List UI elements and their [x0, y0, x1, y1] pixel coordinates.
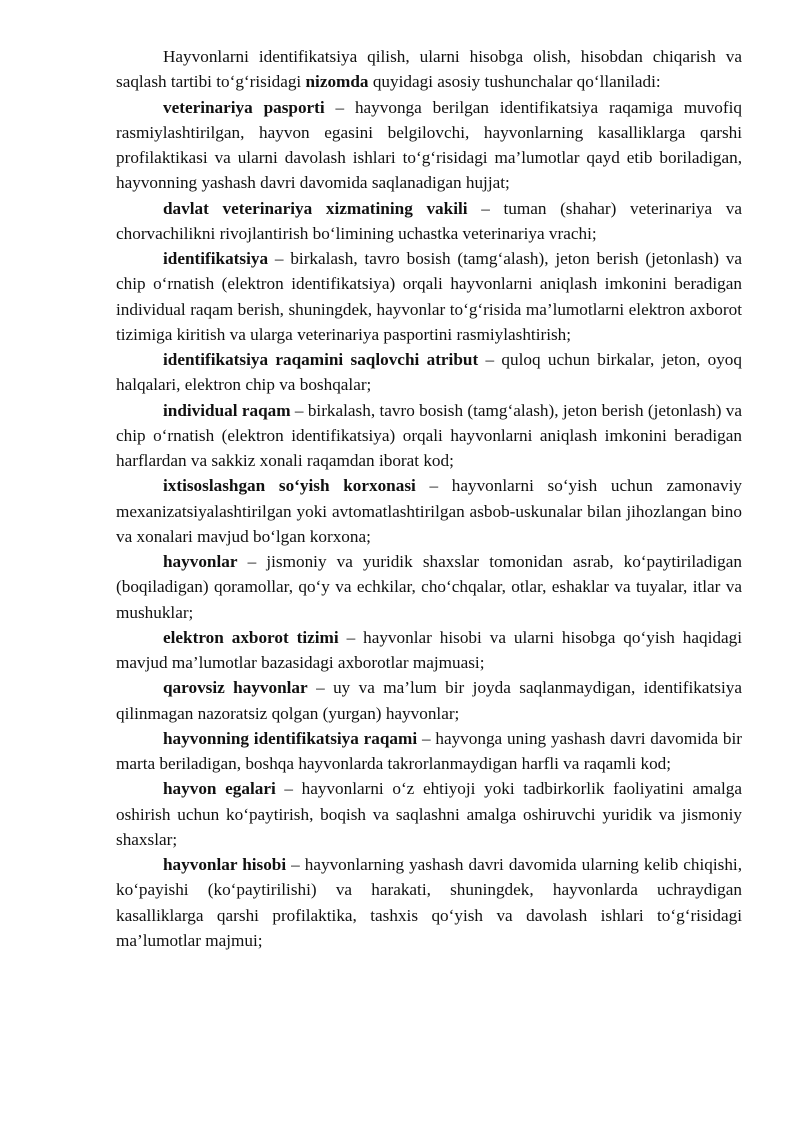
- intro-bold-term: nizomda: [305, 72, 369, 92]
- definition-text: – birkalash, tavro bosish (tamg‘alash), jeton berish (jetonlash) va chip o‘rnatish (elektron identifikatsiya) orqali hayvonlarni aniqlash imkonini beradigan individual raqam berish, shuningdek, hayvonlar to‘g‘risida ma’lumotlarni elektron axborot tizimiga kiritish va ularga veterinariya pasportini rasmiylashtirish;: [116, 249, 742, 344]
- definition-term: veterinariya pasporti: [163, 97, 325, 117]
- intro-paragraph: [116, 44, 742, 95]
- definition-text: – hayvonlar hisobi va ularni hisobga qo‘yish haqidagi mavjud ma’lumotlar bazasidagi axborotlar majmuasi;: [116, 627, 742, 672]
- intro-text-start: Hayvonlarni identifikatsiya qilish, ularni hisobga olish, hisobdan chiqarish va saqlash tartibi to‘g‘risidagi: [116, 47, 742, 92]
- definition-term: hayvonlar: [163, 552, 238, 571]
- definition-term: elektron axborot tizimi: [163, 627, 339, 647]
- definition-paragraph: [116, 95, 742, 196]
- definition-text: – hayvonga berilgan identifikatsiya raqamiga muvofiq rasmiylashtirilgan, hayvon egasini belgilovchi, hayvonlarning kasalliklarga qarshi profilaktikasi va ularni davolash ishlari to‘g‘risidagi ma’lumotlar qayd etib boriladigan, hayvonning yashash davri davomida saqlanadigan hujjat;: [116, 97, 742, 193]
- definition-term: ixtisoslashgan so‘yish korxonasi: [163, 476, 416, 496]
- definition-text: – hayvonlarni so‘yish uchun zamonaviy mexanizatsiyalashtirilgan yoki avtomatlashtirilgan asbob-uskunalar bilan jihozlangan bino va xonalari mavjud bo‘lgan korxona;: [116, 476, 742, 546]
- definition-paragraph: [116, 776, 742, 852]
- definition-paragraph: [116, 852, 742, 953]
- definition-term: identifikatsiya raqamini saqlovchi atribut: [163, 350, 479, 369]
- definition-text: – jismoniy va yuridik shaxslar tomonidan asrab, ko‘paytiriladigan (boqiladigan) qoramollar, qo‘y va echkilar, cho‘chqalar, otlar, eshaklar va tuyalar, itlar va mushuklar;: [116, 552, 742, 622]
- definition-term: identifikatsiya: [163, 249, 269, 268]
- intro-text-end: quyidagi asosiy tushunchalar qo‘llaniladi:: [368, 72, 661, 92]
- definition-paragraph: [116, 246, 742, 347]
- definition-term: individual raqam: [163, 400, 291, 420]
- definition-text: – quloq uchun birkalar, jeton, oyoq halqalari, elektron chip va boshqalar;: [116, 350, 742, 395]
- definition-term: hayvonlar hisobi: [163, 855, 287, 874]
- definition-term: davlat veterinariya xizmatining vakili: [163, 198, 468, 218]
- definition-text: – tuman (shahar) veterinariya va chorvachilikni rivojlantirish bo‘limining uchastka veterinariya vrachi;: [116, 198, 743, 243]
- definition-paragraph: [116, 549, 742, 625]
- definition-text: – hayvonlarning yashash davri davomida ularning kelib chiqishi, ko‘payishi (ko‘paytirilishi) va harakati, shuningdek, hayvonlarda uchraydigan kasalliklarga qarshi profilaktika, tashxis qo‘yish va davolash ishlari to‘g‘risidagi ma’lumotlar majmui;: [116, 855, 743, 950]
- definition-paragraph: [116, 473, 742, 549]
- definition-text: – uy va ma’lum bir joyda saqlanmaydigan, identifikatsiya qilinmagan nazoratsiz qolgan (yurgan) hayvonlar;: [116, 678, 742, 723]
- definition-paragraph: [116, 675, 742, 726]
- definition-paragraph: [116, 196, 742, 247]
- definition-paragraph: [116, 347, 742, 398]
- definition-paragraph: [116, 625, 742, 676]
- definition-term: hayvon egalari: [163, 779, 276, 799]
- definition-paragraph: [116, 398, 742, 474]
- definition-paragraph: [116, 726, 742, 777]
- definition-term: qarovsiz hayvonlar: [163, 678, 308, 698]
- definition-text: – hayvonlarni o‘z ehtiyoji yoki tadbirkorlik faoliyatini amalga oshirish uchun ko‘paytirish, boqish va saqlashni amalga oshiruvchi yuridik va jismoniy shaxslar;: [116, 779, 742, 849]
- document-page: [116, 44, 742, 953]
- definition-term: hayvonning identifikatsiya raqami: [163, 728, 418, 748]
- definition-text: – birkalash, tavro bosish (tamg‘alash), jeton berish (jetonlash) va chip o‘rnatish (elektron identifikatsiya) orqali hayvonlarni aniqlash imkonini beradigan harflardan va sakkiz xonali raqamdan iborat kod;: [116, 400, 742, 470]
- definition-text: – hayvonga uning yashash davri davomida bir marta beriladigan, boshqa hayvonlarda takrorlanmaydigan harfli va raqamli kod;: [116, 728, 742, 773]
